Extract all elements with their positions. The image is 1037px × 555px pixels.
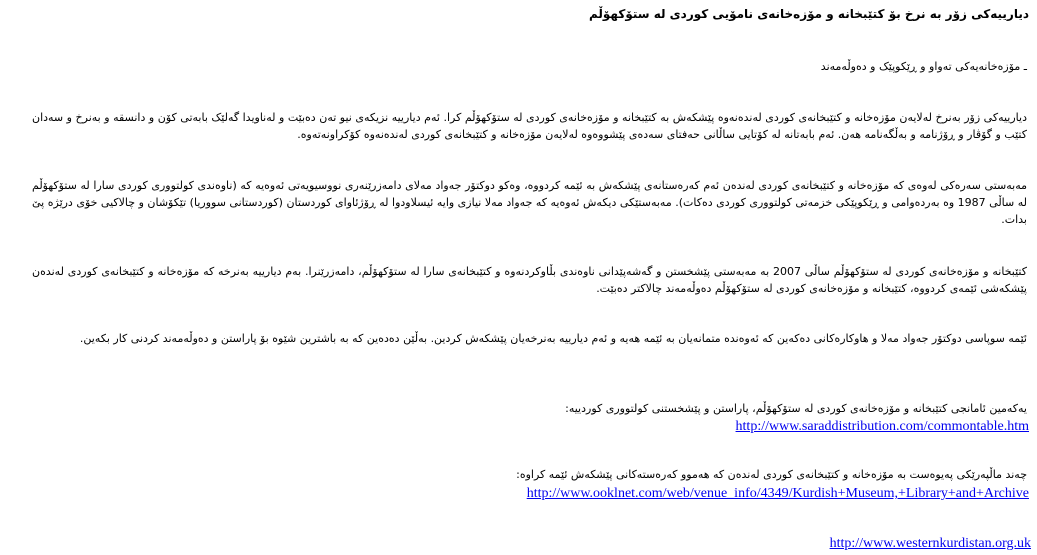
reference-text-websites: چەند ماڵپەرێکی پەیوەست بە مۆزەخانە و کتێبخانەی کوردی لەندەن کە هەموو کەرەستەکانی پێشکەش ئێمە کراوە: bbox=[516, 468, 1027, 481]
paragraph-purpose: مەبەستی سەرەکی لەوەی کە مۆزەخانە و کتێبخانەی کوردی لەندەن ئەم کەرەستانەی پێشکەش بە ئێمە کردووە، وەکو دوکتۆر جەواد مەلای دامەزرێنەری نووسیویەتی ئەوەیە کە (ناوەندی کولتووری کوردی سارا لە ستۆکهۆڵم لە ساڵی 1987 وە بەردەوامی و ڕێکوپێکی خزمەتی کولتووری کوردی دەکات). مەبەستێکی دیکەش ئەوەیە کە جەواد مەلا نیازی وایە ئیسلاودوا لە ڕۆژئاوای کوردستان (کوردستانی سووریا) تێکۆشان و چالاکیی خۆی درێژە پێ بدات. bbox=[32, 179, 1027, 226]
reference-text-goal: یەکەمین ئامانجی کتێبخانە و مۆزەخانەی کوردی لە ستۆکهۆڵم، پاراستن و پێشخستنی کولتووری کوردییە: bbox=[565, 402, 1027, 415]
footer-site-link[interactable]: http://www.westernkurdistan.org.uk bbox=[829, 536, 1031, 551]
reference-link-ooklnet[interactable]: http://www.ooklnet.com/web/venue_info/4349/Kurdish+Museum,+Library+and+Archive bbox=[526, 486, 1029, 501]
article-title: دیارییەکی زۆر بە نرخ بۆ کتێبخانە و مۆزەخانەی نامۆیی کوردی لە ستۆکهۆڵم bbox=[588, 7, 1029, 21]
paragraph-intro: دیارییەکی زۆر بەنرخ لەلایەن مۆزەخانە و کتێبخانەی کوردی لەندەنەوە پێشکەش بە کتێبخانە و مۆزەخانەی کوردی لە ستۆکهۆڵم کرا. ئەم دیارییە نزیکەی نیو تەن دەبێت و لەناویدا گەلێک بابەتی کۆن و دانسقە و بەنرخ و سەدان کتێب و گۆڤار و ڕۆژنامە و بەڵگەنامە هەن. ئەم بابەتانە لە کۆتایی ساڵانی حەفتای سەدەی پێشووەوە لەلایەن مۆزەخانە و کتێبخانەی کوردی لەندەنەوە کۆکراونەتەوە. bbox=[32, 111, 1027, 141]
paragraph-history: کتێبخانە و مۆزەخانەی کوردی لە ستۆکهۆڵم ساڵی 2007 بە مەبەستی پێشخستن و گەشەپێدانی ناوەندی بڵاوکردنەوە و کتێبخانەی سارا لە ستۆکهۆڵم، دامەزرێنرا. بەم دیارییە بەنرخە کە مۆزەخانە و کتێبخانەی کوردی لەندەن پێشکەشی ئێمەی کردووە، کتێبخانە و مۆزەخانەی کوردی لە ستۆکهۆڵم دەوڵەمەند چالاکتر دەبێت. bbox=[32, 265, 1027, 295]
paragraph-thanks: ئێمە سوپاسی دوکتۆر جەواد مەلا و هاوکارەکانی دەکەین کە ئەوەندە متمانەیان بە ئێمە هەیە و ئەم دیارییە بەنرخەیان پێشکەش کردین. بەڵێن دەدەین کە بە باشترین شێوە بۆ پاراستن و دەوڵەمەند کردنی کار بکەین. bbox=[79, 332, 1027, 345]
article-subtitle: ـ مۆزەخانەیەکی تەواو و ڕێکوپێک و دەوڵەمەند bbox=[820, 60, 1027, 73]
reference-link-sara[interactable]: http://www.saraddistribution.com/commontable.htm bbox=[735, 419, 1029, 434]
